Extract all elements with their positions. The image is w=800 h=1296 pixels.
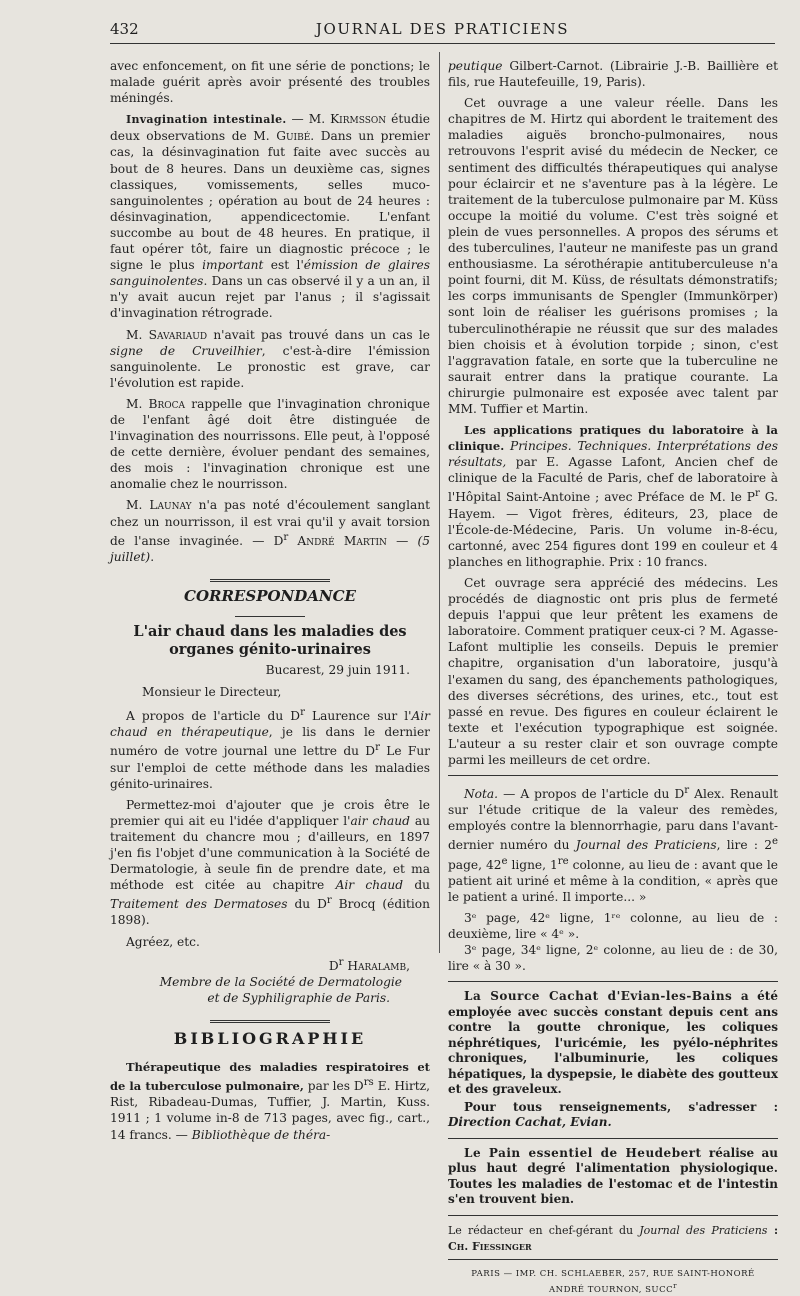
section-heading-bibliographie: BIBLIOGRAPHIE (173, 1029, 367, 1048)
separator-rule (235, 616, 305, 617)
advert-rule (448, 1138, 778, 1139)
separator-rule (448, 1259, 778, 1260)
article-title: L'air chaud dans les maladies des organes génito-urinaires (133, 622, 407, 658)
paragraph-continuation: avec enfoncement, on fit une série de ponctions; le malade guérit après avoir présenté des troubles méningés. (110, 59, 430, 106)
header-rule (110, 43, 775, 44)
letter-place-date: Bucarest, 29 juin 1911. (265, 662, 410, 677)
nota-correction-2: 3ᵉ page, 42ᵉ ligne, 1ʳᵉ colonne, au lieu de : deuxième, lire « 4ᵉ ». (448, 910, 778, 942)
editor-line: Le rédacteur en chef-gérant du Journal des Praticiens : Ch. Fiessinger (448, 1223, 779, 1253)
signature-title-2: et de Syphiligraphie de Paris. (207, 990, 390, 1005)
signature-title-1: Membre de la Société de Dermatologie (159, 974, 402, 989)
bibliography-entry-2: Les applications pratiques du laboratoire à la clinique. Principes. Techniques. Interprétations des résultats, par E. Agasse Lafont, Ancien chef de clinique de la Faculté de Paris, chef de laboratoire à l'Hôpital Saint-Antoine ; avec Préface de M. le $P^r$ G. Hayem. — Vigot frères, éditeurs, 23, place de l'École-de-Médecine, Paris. Un volume in-8-écu, cartonné, avec 254 figures dont 199 en couleur et 4 planches en lithographie. Prix : 10 francs. (448, 423, 778, 569)
separator-rule (210, 1020, 330, 1023)
advert-rule (448, 1215, 778, 1216)
advert-heudebert-heading: Le Pain essentiel de Heudebert (464, 1145, 702, 1160)
section-heading-correspondance: CORRESPONDANCE (184, 586, 356, 605)
letter-paragraph-2: Permettez-moi d'ajouter que je crois être le premier qui ait eu l'idée d'appliquer l'air chaud au traitement du chancre mou ; d'ailleurs, en 1897 j'en fis l'objet d'une communication à la Société de Dermatologie, à seule fin de prendre date, et ma méthode est citée au chapitre Air chaud du Traitement des Dermatoses du $D^r$ Brocq (édition 1898). (110, 797, 431, 928)
printer-imprint: PARIS — IMP. CH. SCHLAEBER, 257, RUE SAINT-HONORÉ ANDRÉ TOURNON, SUCC$^r$ (471, 1269, 755, 1295)
column-divider (439, 52, 440, 953)
letter-paragraph-1: A propos de l'article du $D^r$ Laurence sur l'Air chaud en thérapeutique, je lis dans le dernier numéro de votre journal une lettre du $D^r$ Le Fur sur l'emploi de cette méthode dans les maladies génito-urinaires. (110, 707, 430, 791)
separator-rule (210, 579, 330, 582)
letter-closing: Agréez, etc. (126, 934, 200, 949)
advert-heudebert: Le Pain essentiel de Heudebert réalise au plus haut degré l'alimentation physiologique. Toutes les maladies de l'estomac et de l'intestin s'en trouvent bien. (448, 1145, 778, 1207)
left-column (110, 58, 430, 1148)
paragraph-launay: M. Launay n'a pas noté d'écoulement sanglant chez un nourrisson, il est vrai qu'il y avait torsion de l'anse invaginée. — $D^r$ André Martin — (5 juillet). (110, 498, 431, 564)
nota-paragraph: Nota. — A propos de l'article du $D^r$ Alex. Renault sur l'étude critique de la valeur des remèdes, employés contre la blennorrhagie, paru dans l'avant-dernier numéro du Journal des Praticiens, lire : 2e page, 42e ligne, 1re colonne, au lieu de : avant que le patient ait uriné et même à la condition, « après que le patient a uriné. Il importe... » (448, 785, 778, 904)
page-number: 432 (110, 20, 139, 38)
nota-correction-3: 3ᵉ page, 34ᵉ ligne, 2ᵉ colonne, au lieu de : de 30, lire « à 30 ». (448, 943, 778, 974)
paragraph-invagination: Invagination intestinale. — M. Kirmsson étudie deux observations de M. Guibé. Dans un premier cas, la désinvagination fut faite avec succès au bout de 8 heures. Dans un deuxième cas, signes classiques, vomissements, selles muco-sanguinolentes ; opération au bout de 24 heures : désinvagination, appendicectomie. L'enfant succombe au bout de 48 heures. En pratique, il faut opérer tôt, faire un diagnostic précoce ; le signe le plus important est l'émission de glaires sanguinolentes. Dans un cas observé il y a un an, il n'y avait aucun rejet par l'anus ; il s'agissait d'invagination rétrograde. (110, 112, 431, 321)
review-paragraph-1: Cet ouvrage a une valeur réelle. Dans les chapitres de M. Hirtz qui abordent le traitement des maladies aiguës broncho-pulmonaires, nous retrouvons l'esprit avisé du médecin de Necker, ce sentiment des difficultés thérapeutiques qui analyse pour éclaircir et ne s'aventure pas à la légère. Le traitement de la tuberculose pulmonaire par M. Küss occupe la moitié du volume. C'est très soigné et plein de vues personnelles. A propos des sérums et des tuberculines, l'auteur ne manifeste pas un grand enthousiasme. La sérothérapie antituberculeuse n'a point fourni, dit M. Küss, de résultats démonstratifs; les corps immunisants de Spengler (Immunkörper) sont loin de réaliser les guérisons promises ; la tuberculinothérapie ne réussit que sur des malades bien choisis et à évolution torpide ; sinon, c'est l'aggravation fatale, en sorte que la tuberculine ne saurait entrer dans la pratique courante. La chirurgie pulmonaire est exposée avec talent par MM. Tuffier et Martin. (448, 96, 778, 416)
journal-title: JOURNAL DES PRATICIENS (315, 20, 570, 38)
separator-rule (448, 775, 778, 776)
review-paragraph-2: Cet ouvrage sera apprécié des médecins. Les procédés de diagnostic ont pris plus de fermeté depuis l'appui que leur prêtent les examens de laboratoire. Comment pratiquer ceux-ci ? M. Agasse-Lafont multiplie les conseils. Depuis le premier chapitre, organisation d'un laboratoire, jusqu'à l'examen du sang, des épanchements pathologiques, des diverses sécrétions, des urines, etc., tout est passé en revue. Des figures en couleur éclairent le texte et l'exécution typographique est soignée. L'auteur a su rester clair et son ouvrage compte parmi les meilleurs de cet ordre. (448, 575, 778, 767)
bibliography-entry-1: Thérapeutique des maladies respiratoires et de la tuberculose pulmonaire, par les $D^{rs}$ E. Hirtz, Rist, Ribadeau-Dumas, Tuffier, J. Martin, Kuss. 1911 ; 1 volume in-8 de 713 pages, avec fig., cart., 14 francs. — Bibliothèque de théra- (110, 1060, 430, 1142)
page-header (110, 18, 775, 40)
advert-rule (448, 981, 778, 982)
bibliography-entry-1-cont: peutique Gilbert-Carnot. (Librairie J.-B. Baillière et fils, rue Hautefeuille, 19, Paris). (448, 59, 778, 90)
paragraph-broca: M. Broca rappelle que l'invagination chronique de l'enfant âgé doit être distinguée de l'invagination des nourrissons. Elle peut, à l'opposé de cette dernière, évoluer pendant des semaines, des mois : l'invagination chronique est une anomalie chez le nourrisson. (110, 396, 430, 492)
advert-cachat: La Source Cachat d'Evian-les-Bains a été employée avec succès constant depuis cent ans contre la goutte chronique, les coliques néphrétiques, l'uricémie, les pyélo-néphrites chroniques, l'albuminurie, les coliques hépatiques, la dyspepsie, le diabète des goutteux et des graveleux. Pour tous renseignements, s'adresser : Direction Cachat, Evian. (448, 989, 778, 1130)
right-column (448, 58, 778, 1296)
letter-signature: $D^r$ Haralamb, (328, 956, 410, 973)
letter-salutation: Monsieur le Directeur, (142, 685, 282, 700)
section-heading-invagination: Invagination intestinale. (126, 113, 287, 127)
advert-cachat-heading: La Source Cachat d'Evian-les-Bains (464, 989, 733, 1004)
paragraph-savariaud: M. Savariaud n'avait pas trouvé dans un cas le signe de Cruveilhier, c'est-à-dire l'émission sanguinolente. Le pronostic est grave, car l'évolution est rapide. (110, 327, 430, 390)
